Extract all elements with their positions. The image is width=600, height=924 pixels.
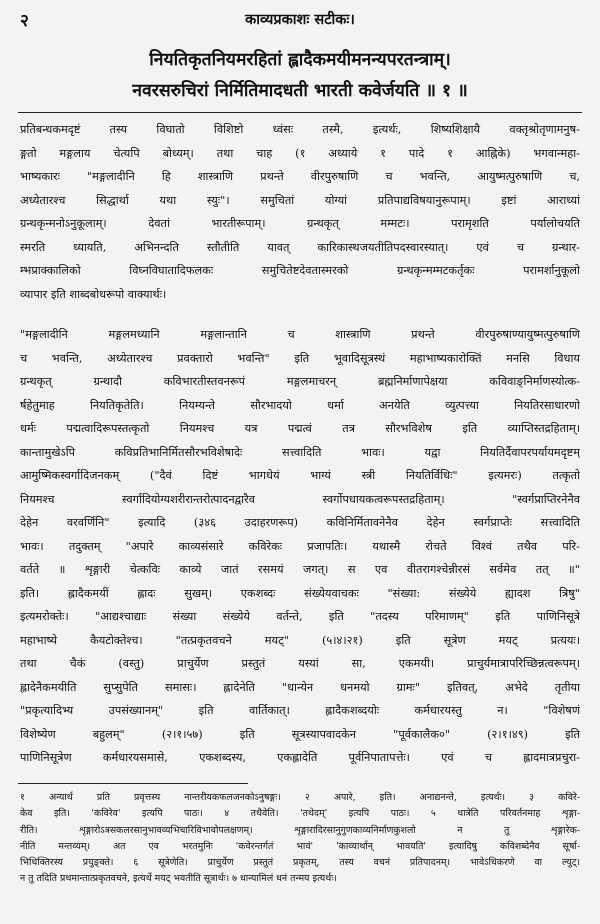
commentary-line: च भवन्ति, अध्येतारश्च प्रवक्तारो भवन्ति" इति भूवादिसूत्रस्थं महाभाष्यकारोक्तिं मनसि विधाय bbox=[20, 351, 580, 365]
commentary-line: प्रतिबन्धकमदृष्टं तस्य विघातो विशिष्टो ध्वंसः तस्मै, इत्यर्थः, शिष्यशिक्षायै वक्तृश्रोतृणामनुष- bbox=[20, 123, 580, 136]
footnotes bbox=[20, 790, 580, 888]
page-number: २ bbox=[20, 11, 29, 31]
commentary-line: विशेष्येण बहुलम्" (२।१।५७) इति सूत्रस्यापवादकेन "पूर्वकालैक०" (२।१।४९) इति bbox=[20, 727, 580, 741]
commentary-line: इति। ह्लादैकमयीं ह्लादः सुखम्। एकशब्दः संख्येयवाचकः "संख्या: संख्येये ह्यादश त्रिषु" bbox=[20, 586, 580, 600]
commentary-line: महाभाष्ये कैयटोक्तेश्च। "तत्प्रकृतवचने मयट्" (५।४।२१) इति सूत्रेण मयट् प्रत्ययः। bbox=[20, 633, 580, 647]
verse-divider bbox=[18, 112, 582, 113]
commentary-paragraph-1 bbox=[20, 118, 580, 306]
commentary-line: इत्यमरोक्तेः। "आद्यश्चाद्याः संख्या संख्येये वर्तन्ते, इति "तदस्य परिमाणम्" इति पाणिनिसूत्रे bbox=[20, 610, 580, 623]
commentary-line: व्यापार इति शाब्दबोधरूपो वाक्यार्थः। bbox=[20, 287, 167, 301]
commentary-line: अध्येतारश्च सिद्धार्था यथा स्युः"। समुचितां योग्यां प्रतिपाद्यविषयानुरूपाम्। इष्टां आराध्यां bbox=[20, 193, 580, 207]
commentary-line: ङ्गतो मङ्गलाय चेत्यपि बोध्यम्। तथा चाह (१ अध्याये १ पादे १ आह्निके) भगवान्महा- bbox=[20, 146, 580, 160]
commentary-paragraph-2 bbox=[20, 323, 580, 770]
commentary-line: ग्रन्थकृन्मनोऽनुकूलाम्। देवतां भारतीरूपाम्। ग्रन्थकृत् मम्मटः। परामृशति पर्यालोचयति bbox=[20, 217, 580, 230]
paragraph-text bbox=[20, 118, 580, 306]
verse-line-2: नवरसरुचिरां निर्मितिमादधती भारती कवेर्जयति ॥ १ ॥ bbox=[132, 81, 468, 101]
paragraph-text bbox=[20, 323, 580, 770]
commentary-line: भाष्यकारः "मङ्गलादीनि हि शास्त्राणि प्रथन्ते वीरपुरुषाणि च भवन्ति, आयुष्मत्पुरुषाणि च, bbox=[20, 170, 580, 183]
verse-line-1: नियतिकृतनियमरहितां ह्लादैकमयीमनन्यपरतन्त्राम्। bbox=[149, 50, 451, 70]
commentary-line: कान्तामुखेऽपि कविप्रतिभानिर्मितसौरभविशेषादेः सत्त्वादिति भावः। यद्वा नियतिर्दैवापरपर्यायमदृष्टम् bbox=[20, 445, 580, 459]
commentary-line: "प्रकृत्यादिभ्य उपसंख्यानम्" इति वार्तिकात्। ह्लादैकशब्दयोः कर्मधारयस्तु न। "विशेषणं bbox=[20, 704, 580, 717]
commentary-line: ह्लादेनैकमयीति सुप्सुपेति समासः। ह्लादेनेति "धान्येन धनमयो ग्रामः" इतिवत्, अभेदे तृतीया bbox=[20, 680, 580, 694]
running-title: काव्यप्रकाशः सटीकः। bbox=[245, 11, 355, 28]
commentary-line: भावः। तदुक्तम् "अपारे काव्यसंसारे कविरेकः प्रजापतिः। यथास्मै रोचते विश्वं तथैव परि- bbox=[20, 539, 580, 553]
commentary-line: र्षहेतुमाह नियतिकृतेति। नियम्यन्ते सौरभादयो धर्मा अनयेति व्युत्पत्त्या नियतिरसाधारणो bbox=[20, 398, 580, 412]
footnote-line: भिधिक्तिरस्य प्रयुङ्क्ते। ६ सूत्रेणेति। प्राचुर्येण प्रस्तुतं प्रकृतम्, तस्य वचनं प्रतिपादनम्। भावेऽधिकरणे वा ल्युट्। bbox=[20, 857, 580, 869]
footnote-line: १ अन्यार्थ प्रति प्रवृत्तस्य नान्तरीयकफलजनकोऽनुषङ्गः। २ अपारे, इति। अनाद्यनन्ते, इत्यर्थः। ३ कविरे- bbox=[20, 792, 580, 803]
commentary-line: आमुष्मिकस्वर्गादिजनकम् ("दैवं दिष्टं भागधेयं भाग्यं स्त्री नियतिर्विधिः" इत्यमरः) तत्कृतो bbox=[20, 469, 580, 482]
page-header bbox=[20, 8, 580, 30]
commentary-line: नियमश्च स्वर्गादियोग्यशरीरान्तरोत्पादनद्वारैव स्वर्गोपधायकत्वरूपस्तद्रहिताम्। "स्वर्गप्राप्तिरनेनैव bbox=[20, 492, 580, 506]
commentary-line: ग्रन्थकृत् ग्रन्थादौ कविभारतीस्तवनरूपं मङ्गलमाचरन् ब्रह्मनिर्माणापेक्षया कविवाङ्निर्माणस्योत्क- bbox=[20, 375, 580, 388]
commentary-line: "मङ्गलादीनि मङ्गलमध्यानि मङ्गलान्तानि च शास्त्राणि प्रथन्ते वीरपुरुषाण्यायुष्मत्पुरुषाणि bbox=[20, 328, 580, 341]
commentary-line: धर्मः पद्मत्वादिरूपस्तत्कृतो नियमश्च यत्र पद्मत्वं तत्र सौरभविशेष इति व्याप्तिस्तद्रहिताम्। bbox=[20, 422, 580, 435]
footnote-line: रीति। शृङ्गारोऽत्रसकलरसानुभावव्यभिचारिविभावोपलक्षणम्। शृङ्गारादिरसानुगुणकाव्यनिर्माणकुशलो न तु शृङ्गारेक- bbox=[20, 824, 580, 836]
footnote-line: न तु तदिति प्रथमान्तात्प्रकृतवचने, इत्यर्थे मयट् भवतीति सूत्रार्थः। ७ धान्यामिलं धनं तन्मय इत्यर्थः। bbox=[20, 873, 337, 885]
commentary-line: पाणिनिसूत्रेण कर्मधारयसमासे, एकशब्दस्य, एकह्लादेति पूर्वनिपातापत्तेः। एवं च ह्लादमात्रप्रचुरा- bbox=[20, 751, 580, 764]
commentary-line: स्मरति ध्यायति, अभिनन्दति स्तौतीति यावत् कारिकास्थजयतीतिपदस्वारस्यात्। एवं च ग्रन्थार- bbox=[20, 240, 580, 254]
footnote-line: नीति मन्तव्यम्। अत एव भरतमुनिः 'कवेरन्तर्गतं भावं' 'काव्यार्थान् भावयति' इत्यादिषु कविशब्देनैव सूर्षा- bbox=[20, 840, 580, 852]
commentary-line: तथा चैकं (वस्तु) प्राचुर्येण प्रस्तुतं यस्यां सा, एकमयी। प्राचुर्यमात्रापरिच्छिन्नत्वरूपम्। bbox=[20, 657, 580, 670]
commentary-line: म्भप्राक्कालिको विघ्नविघातादिफलकः समुचितेष्टदेवतास्मरको ग्रन्थकृन्मम्मटकर्तृकः परामर्शानुकूलो bbox=[20, 264, 580, 277]
footnote-line: केव इति। 'कविरेव' इत्यपि पाठः। ४ तथैवेति। 'तथेदम्' इत्यपि पाठः। ५ धात्रेति परिवर्तनमाह शृङ्गा- bbox=[20, 808, 580, 820]
commentary-line: देहेन वरवर्णिनि" इत्यादि (३४६ उदाहरणरूप) कविनिर्मितावनेनैव देहेन स्वर्गप्राप्तेः सत्त्वादिति bbox=[20, 516, 580, 529]
footnote-divider bbox=[18, 783, 248, 784]
commentary-line: वर्तते ॥ शृङ्गारी चेत्कविः काव्ये जातं रसमयं जगत्। स एव वीतरागश्चेन्नीरसं सर्वमेव तत् ॥" bbox=[20, 563, 580, 576]
footnote-text bbox=[20, 790, 580, 888]
